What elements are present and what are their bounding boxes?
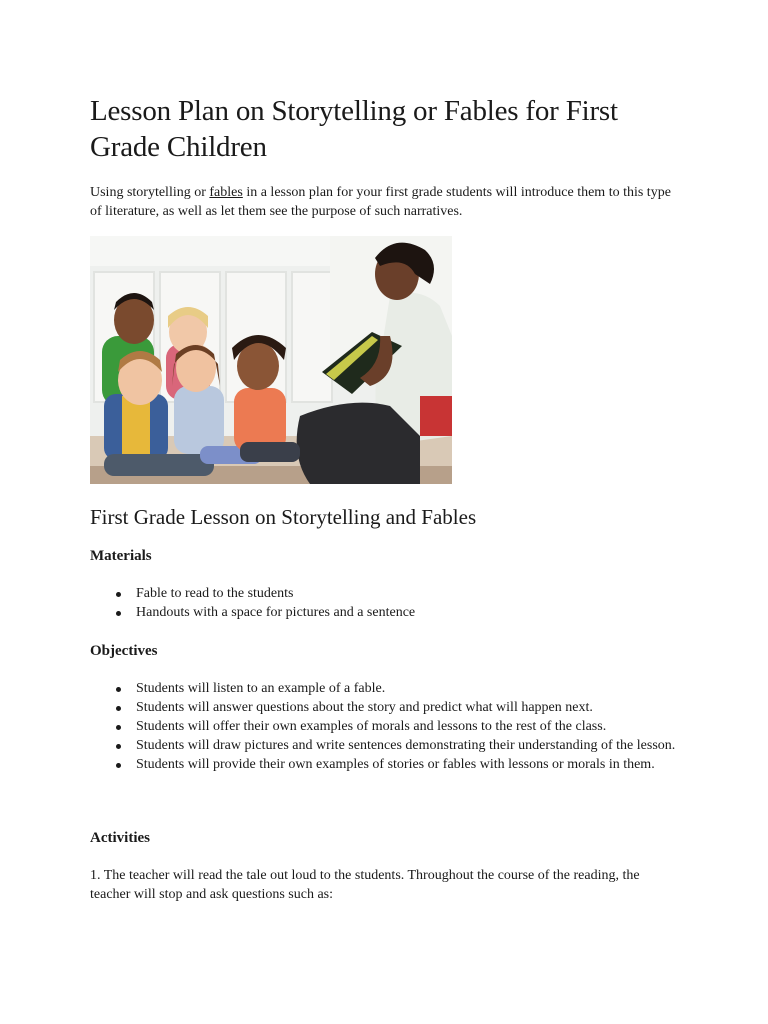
materials-list bbox=[90, 585, 680, 623]
storytelling-photo bbox=[90, 236, 452, 484]
list-item bbox=[90, 699, 680, 718]
bullet-icon bbox=[116, 592, 121, 597]
list-item bbox=[90, 604, 680, 623]
objectives-list bbox=[90, 680, 680, 775]
list-item-text: Handouts with a space for pictures and a sentence bbox=[136, 605, 416, 620]
bullet-icon bbox=[116, 706, 121, 711]
intro-text-after: in a lesson plan for your first grade students will introduce them to this type of literature, as well as let them see the purpose of such narratives. bbox=[90, 185, 671, 219]
bullet-icon bbox=[116, 687, 121, 692]
list-item bbox=[90, 756, 680, 775]
list-item-text: Students will draw pictures and write sentences demonstrating their understanding of the lesson. bbox=[136, 738, 676, 753]
list-item-text: Students will listen to an example of a fable. bbox=[136, 681, 386, 696]
bullet-icon bbox=[116, 763, 121, 768]
section-heading: First Grade Lesson on Storytelling and Fables bbox=[90, 505, 477, 529]
intro-paragraph bbox=[90, 183, 680, 221]
intro-text-before: Using storytelling or bbox=[90, 185, 210, 200]
bullet-icon bbox=[116, 725, 121, 730]
list-item bbox=[90, 585, 680, 604]
activities-heading: Activities bbox=[90, 830, 150, 846]
bullet-icon bbox=[116, 611, 121, 616]
objectives-heading: Objectives bbox=[90, 643, 158, 659]
list-item bbox=[90, 718, 680, 737]
activities-paragraph: 1. The teacher will read the tale out loud to the students. Throughout the course of the reading, the teacher will stop and ask questions such as: bbox=[90, 868, 640, 902]
list-item bbox=[90, 680, 680, 699]
fables-link[interactable]: fables bbox=[209, 185, 243, 200]
bullet-icon bbox=[116, 744, 121, 749]
page-title: Lesson Plan on Storytelling or Fables for First Grade Children bbox=[90, 95, 618, 163]
list-item-text: Fable to read to the students bbox=[136, 586, 294, 601]
list-item-text: Students will offer their own examples of morals and lessons to the rest of the class. bbox=[136, 719, 607, 734]
list-item-text: Students will provide their own examples of stories or fables with lessons or morals in them. bbox=[136, 757, 655, 772]
list-item bbox=[90, 737, 680, 756]
materials-heading: Materials bbox=[90, 548, 152, 564]
list-item-text: Students will answer questions about the story and predict what will happen next. bbox=[136, 700, 593, 715]
